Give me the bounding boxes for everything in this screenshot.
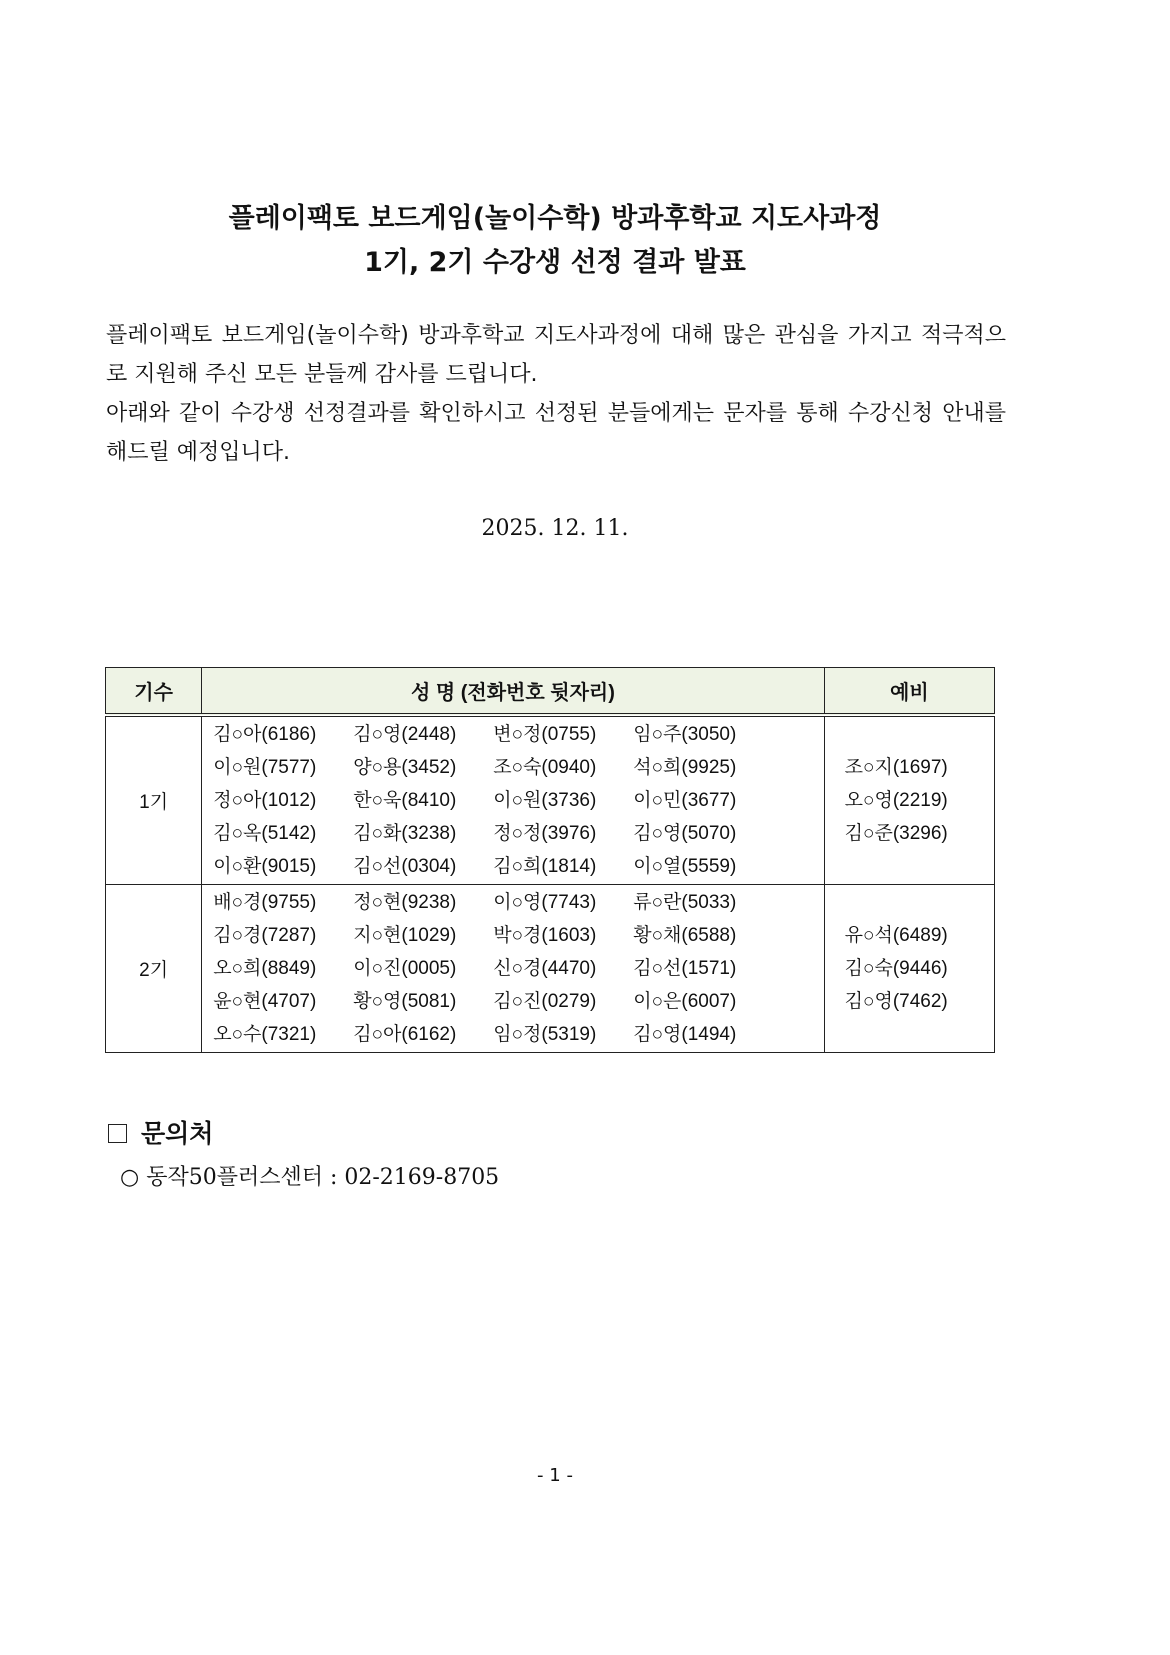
participant-name: 정○현(9238) [353,892,457,913]
reserve-cell [824,715,994,885]
names-line [213,784,822,817]
names-cell [202,715,824,885]
page-number: - 1 - [537,1465,573,1486]
participant-name: 김○경(7287) [213,925,317,946]
participant-name: 김○영(2448) [353,724,457,745]
names-line [213,1018,822,1051]
participant-name: 이○민(3677) [633,790,737,811]
participant-name: 양○용(3452) [353,757,457,778]
participant-name: 김○화(3238) [353,823,457,844]
title-line-2: 1기, 2기 수강생 선정 결과 발표 [364,247,746,278]
generation-cell: 1기 [106,715,202,885]
participant-name: 오○수(7321) [213,1024,317,1045]
names-line [213,850,822,883]
names-line [213,952,822,985]
reserve-name: 김○준(3296) [844,823,948,844]
participant-name: 김○선(1571) [633,958,737,979]
table-row [106,715,995,885]
names-line [213,886,822,919]
reserve-name: 김○영(7462) [844,991,948,1012]
title-line-1: 플레이팩토 보드게임(놀이수학) 방과후학교 지도사과정 [228,203,882,234]
header-reserve: 예비 [824,668,994,716]
reserve-cell [824,885,994,1053]
announcement-date: 2025. 12. 11. [481,516,629,541]
participant-name: 이○진(0005) [353,958,457,979]
names-line [213,985,822,1018]
participant-name: 김○희(1814) [493,856,597,877]
checkbox-square-icon [108,1124,127,1143]
reserve-name: 김○숙(9446) [844,958,948,979]
participant-name: 이○열(5559) [633,856,737,877]
header-names: 성 명 (전화번호 뒷자리) [202,668,824,716]
names-cell [202,885,824,1053]
participant-name: 신○경(4470) [493,958,597,979]
participant-name: 김○영(1494) [633,1024,737,1045]
participant-name: 김○진(0279) [493,991,597,1012]
table-row [106,885,995,1053]
intro-paragraph-2: 아래와 같이 수강생 선정결과를 확인하시고 선정된 분들에게는 문자를 통해 수강신청 안내를 해드릴 예정입니다. [106,401,1006,465]
participant-name: 이○은(6007) [633,991,737,1012]
participant-name: 류○란(5033) [633,892,737,913]
participant-name: 한○욱(8410) [353,790,457,811]
participant-name: 정○정(3976) [493,823,597,844]
participant-name: 황○채(6588) [633,925,737,946]
participant-name: 변○정(0755) [493,724,597,745]
participant-name: 김○영(5070) [633,823,737,844]
participant-name: 임○정(5319) [493,1024,597,1045]
participant-name: 오○희(8849) [213,958,317,979]
participant-name: 조○숙(0940) [493,757,597,778]
names-line [213,817,822,850]
participant-name: 이○환(9015) [213,856,317,877]
names-line [213,718,822,751]
reserve-name: 유○석(6489) [844,925,948,946]
generation-cell: 2기 [106,885,202,1053]
participant-name: 황○영(5081) [353,991,457,1012]
reserve-name: 오○영(2219) [844,790,948,811]
names-line [213,919,822,952]
participant-name: 배○경(9755) [213,892,317,913]
intro-paragraph-1: 플레이팩토 보드게임(놀이수학) 방과후학교 지도사과정에 대해 많은 관심을 가지고 적극적으로 지원해 주신 모든 분들께 감사를 드립니다. [106,323,1006,387]
participant-name: 박○경(1603) [493,925,597,946]
participant-name: 윤○현(4707) [213,991,317,1012]
results-table [105,667,995,1053]
header-generation: 기수 [106,668,202,716]
participant-name: 이○원(3736) [493,790,597,811]
participant-name: 김○옥(5142) [213,823,317,844]
participant-name: 이○원(7577) [213,757,317,778]
contact-heading-text: 문의처 [141,1119,214,1148]
participant-name: 지○현(1029) [353,925,457,946]
names-line [213,751,822,784]
participant-name: 정○아(1012) [213,790,317,811]
participant-name: 석○희(9925) [633,757,737,778]
participant-name: 김○아(6162) [353,1024,457,1045]
contact-heading [108,1114,213,1150]
contact-line: ○ 동작50플러스센터 : 02-2169-8705 [120,1165,500,1190]
participant-name: 김○선(0304) [353,856,457,877]
participant-name: 김○아(6186) [213,724,317,745]
participant-name: 이○영(7743) [493,892,597,913]
participant-name: 임○주(3050) [633,724,737,745]
reserve-name: 조○지(1697) [844,757,948,778]
